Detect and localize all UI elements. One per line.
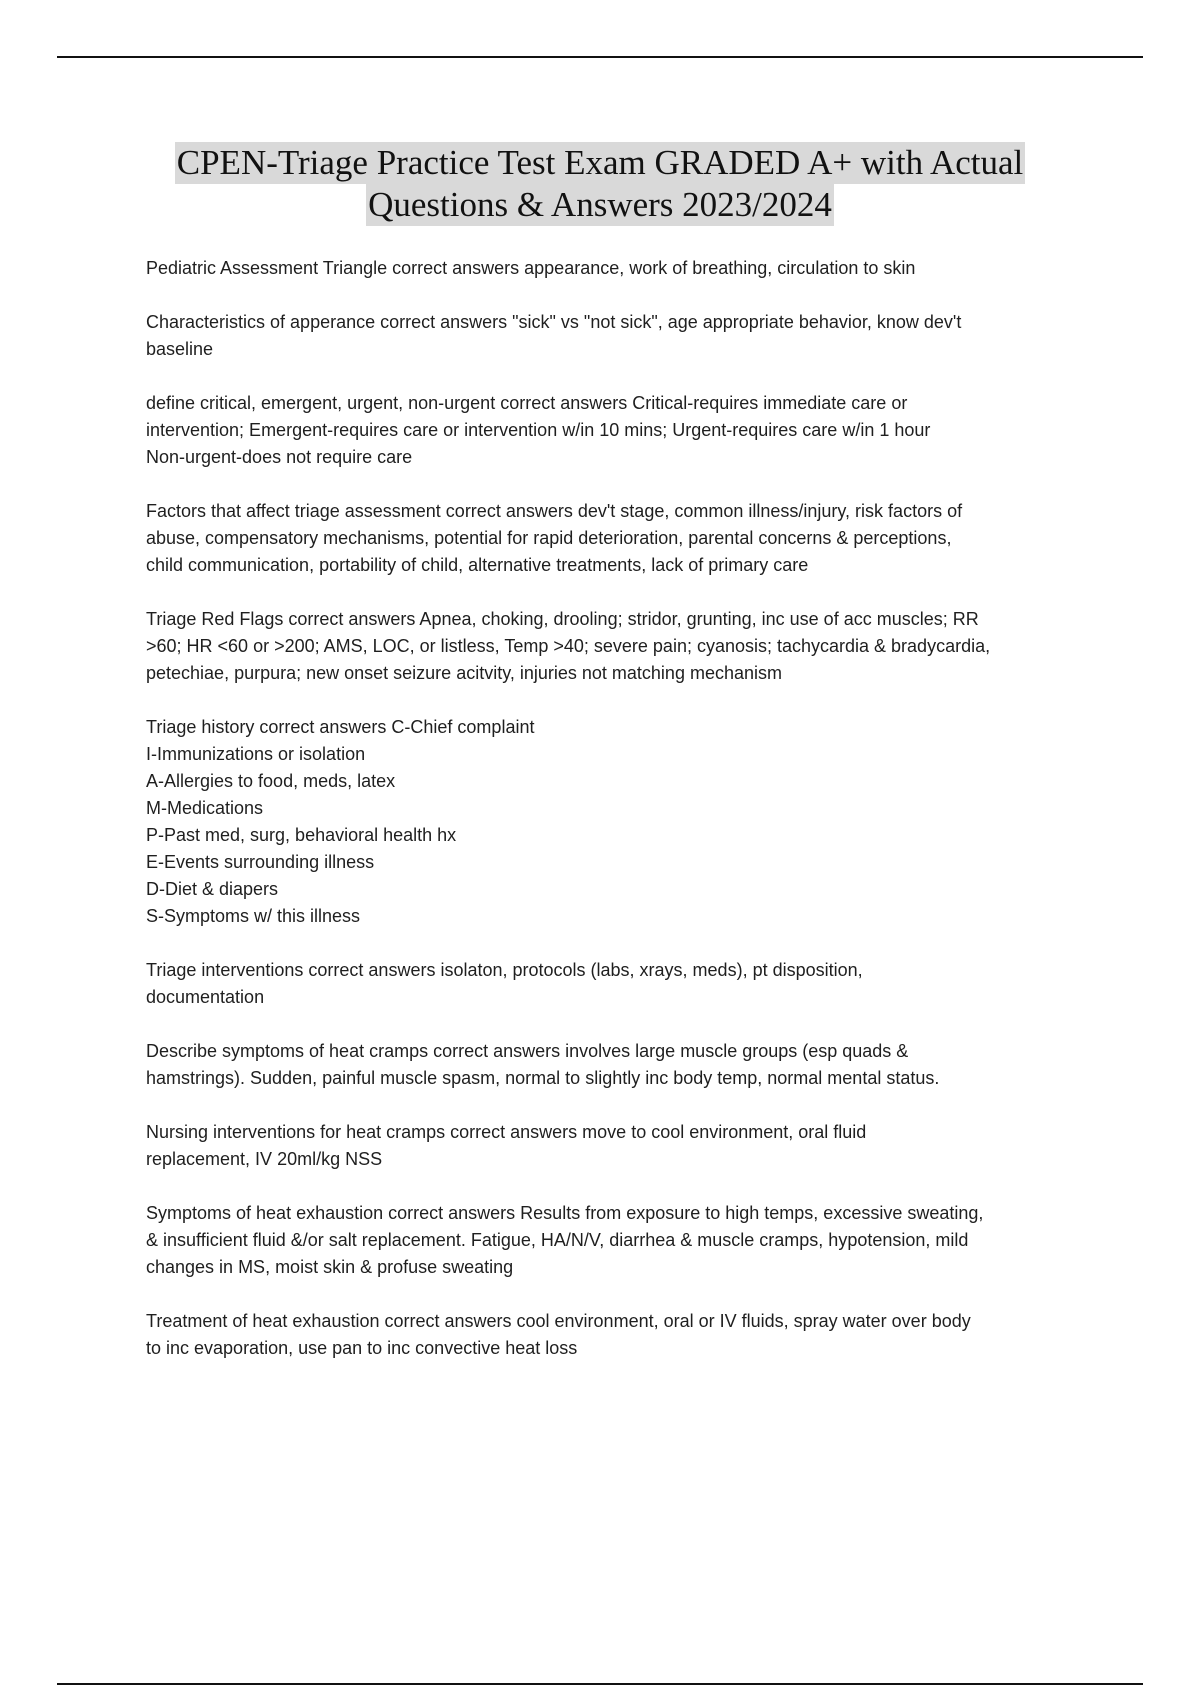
qa-entry [146, 714, 1096, 930]
qa-entry-line: hamstrings). Sudden, painful muscle spasm, normal to slightly inc body temp, normal mental status. [146, 1068, 940, 1088]
qa-entry-line: Triage history correct answers C-Chief complaint [146, 717, 535, 737]
qa-entry [146, 309, 1096, 363]
qa-entry-line: M-Medications [146, 798, 264, 818]
qa-entry-line: Symptoms of heat exhaustion correct answers Results from exposure to high temps, excessive sweating, [146, 1203, 984, 1223]
top-divider [57, 56, 1143, 58]
qa-list [146, 255, 1096, 1389]
qa-entry-line: Non-urgent-does not require care [146, 447, 413, 467]
qa-entry [146, 1200, 1096, 1281]
qa-entry-line: child communication, portability of child, alternative treatments, lack of primary care [146, 555, 809, 575]
bottom-divider [57, 1683, 1143, 1685]
qa-entry-line: E-Events surrounding illness [146, 852, 375, 872]
qa-entry-line: Describe symptoms of heat cramps correct answers involves large muscle groups (esp quads & [146, 1041, 909, 1061]
qa-entry [146, 606, 1096, 687]
qa-entry-line: Triage Red Flags correct answers Apnea, choking, drooling; stridor, grunting, inc use of acc muscles; RR [146, 609, 979, 629]
qa-entry-line: abuse, compensatory mechanisms, potential for rapid deterioration, parental concerns & perceptions, [146, 528, 952, 548]
qa-entry-line: Factors that affect triage assessment correct answers dev't stage, common illness/injury, risk factors of [146, 501, 963, 521]
title-line-1: CPEN-Triage Practice Test Exam GRADED A+ with Actual [176, 143, 1024, 182]
qa-entry-line: >60; HR <60 or >200; AMS, LOC, or listless, Temp >40; severe pain; cyanosis; tachycardia & bradycardia, [146, 636, 991, 656]
qa-entry [146, 498, 1096, 579]
qa-entry-line: intervention; Emergent-requires care or intervention w/in 10 mins; Urgent-requires care w/in 1 hour [146, 420, 931, 440]
qa-entry-line: Pediatric Assessment Triangle correct answers appearance, work of breathing, circulation to skin [146, 258, 916, 278]
qa-entry-line: documentation [146, 987, 265, 1007]
qa-entry-line: Nursing interventions for heat cramps correct answers move to cool environment, oral fluid [146, 1122, 867, 1142]
qa-entry [146, 390, 1096, 471]
qa-entry [146, 255, 1096, 282]
title-line-2: Questions & Answers 2023/2024 [368, 185, 832, 224]
qa-entry-line: S-Symptoms w/ this illness [146, 906, 361, 926]
qa-entry-line: A-Allergies to food, meds, latex [146, 771, 396, 791]
qa-entry-line: changes in MS, moist skin & profuse sweating [146, 1257, 514, 1277]
qa-entry [146, 1308, 1096, 1362]
qa-entry-line: replacement, IV 20ml/kg NSS [146, 1149, 383, 1169]
page-title [0, 142, 1200, 226]
qa-entry [146, 1119, 1096, 1173]
qa-entry [146, 1038, 1096, 1092]
qa-entry-line: Triage interventions correct answers isolaton, protocols (labs, xrays, meds), pt disposition, [146, 960, 863, 980]
qa-entry-line: define critical, emergent, urgent, non-urgent correct answers Critical-requires immediate care or [146, 393, 908, 413]
qa-entry-line: D-Diet & diapers [146, 879, 279, 899]
qa-entry-line: & insufficient fluid &/or salt replacement. Fatigue, HA/N/V, diarrhea & muscle cramps, hypotension, mild [146, 1230, 969, 1250]
qa-entry-line: baseline [146, 339, 214, 359]
qa-entry-line: I-Immunizations or isolation [146, 744, 366, 764]
qa-entry-line: Treatment of heat exhaustion correct answers cool environment, oral or IV fluids, spray water over body [146, 1311, 971, 1331]
qa-entry-line: petechiae, purpura; new onset seizure acitvity, injuries not matching mechanism [146, 663, 782, 683]
qa-entry-line: to inc evaporation, use pan to inc convective heat loss [146, 1338, 578, 1358]
qa-entry-line: Characteristics of apperance correct answers "sick" vs "not sick", age appropriate behavior, know dev't [146, 312, 962, 332]
qa-entry-line: P-Past med, surg, behavioral health hx [146, 825, 457, 845]
qa-entry [146, 957, 1096, 1011]
